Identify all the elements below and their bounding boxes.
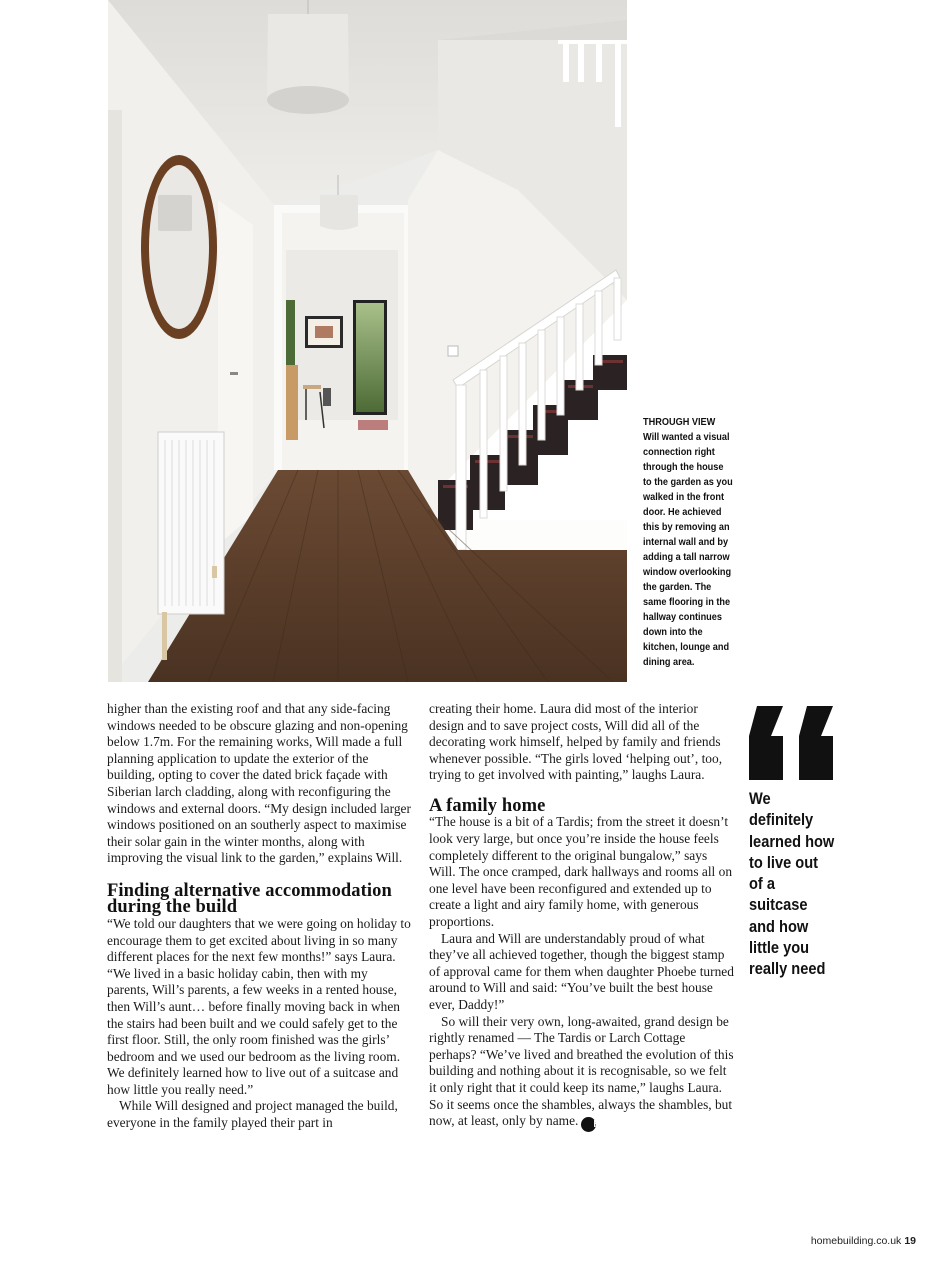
section-heading: A family home xyxy=(429,795,546,816)
site-url: homebuilding.co.uk xyxy=(810,1235,902,1247)
round-mirror xyxy=(141,155,217,339)
hallway-photo xyxy=(108,0,627,682)
paragraph-text: So will their very own, long-awaited, grand design be rightly renamed — The Tardis or Larch Cottage perhaps? “We’ve lived and breathed the evolution of this building and nothing about it is recognisable, so we felt it only right that it could keep its name,” laughs Laura. So it seems once the shambles, always the shambles, but now, at least, only by name. xyxy=(429,1013,734,1129)
caption-text: Will wanted a visual connection right through the house to the garden as you walked in the front door. He achieved this by removing an internal wall and by adding a tall narrow window overlooking the garden. The same flooring in the hallway continues down into the kitchen, lounge and dining area. xyxy=(643,432,733,668)
caption-title: THROUGH VIEW xyxy=(643,417,716,428)
paragraph: creating their home. Laura did most of the interior design and to save project costs, Will did all of the decorating work himself, helped by family and friends whenever possible. “The girls loved ‘helping out’, too, trying to get involved with painting,” laughs Laura. xyxy=(429,701,723,783)
pendant-lamp-near xyxy=(267,0,349,114)
article-column-1 xyxy=(107,701,412,1132)
paragraph: While Will designed and project managed the build, everyone in the family played their part in xyxy=(107,1098,398,1131)
paragraph: Laura and Will are understandably proud of what they’ve all achieved together, though the biggest stamp of approval came for them when daughter Phoebe turned around to Will and said: “You’ve built the best house ever, Daddy!” xyxy=(429,930,734,1012)
page-footer xyxy=(811,1235,916,1247)
paragraph: higher than the existing roof and that any side-facing windows needed to be obscure glazing and non-opening below 1.7m. For the remaining works, Will made a full planning application to update the exterior of the building, opting to cover the dated brick façade with Siberian larch cladding, along with reconfiguring the windows and external doors. “My design included larger windows positioned on an southerly aspect to maximise their solar gain in the winter months, along with improving the visual link to the garden,” explains Will. xyxy=(107,701,411,866)
section-heading: Finding alternative accommodation during the build xyxy=(107,880,392,918)
pull-quote: We definitely learned how to live out of a suitcase and how little you really need xyxy=(749,789,835,979)
paragraph: “The house is a bit of a Tardis; from the street it doesn’t look very large, but once you’re inside the house feels completely different to the original bungalow,” says Will. The once cramped, dark hallways and rooms all on one level have been reconfigured and extended up to create a light and airy family home, with generous proportions. xyxy=(429,814,733,930)
hallway-illustration xyxy=(108,0,627,682)
paragraph: “We told our daughters that we were going on holiday to encourage them to get excited about living in so many different places for the next few months!” says Laura. “We lived in a basic holiday cabin, then with my parents, Will’s parents, a few weeks in a rented house, then Will’s aunt… before finally moving back in when the stairs had been built and we could safely get to the first floor. Still, the only room finished was the girls’ bedroom and we used our bedroom as the living room. We definitely learned how to live out of a suitcase and how little you really need.” xyxy=(107,915,411,1097)
photo-caption xyxy=(643,415,733,670)
end-mark-icon: H xyxy=(581,1117,596,1132)
article-column-2 xyxy=(429,701,736,1132)
paragraph-last xyxy=(429,1014,736,1133)
page-number: 19 xyxy=(904,1235,916,1247)
quote-marks-icon xyxy=(749,706,833,780)
